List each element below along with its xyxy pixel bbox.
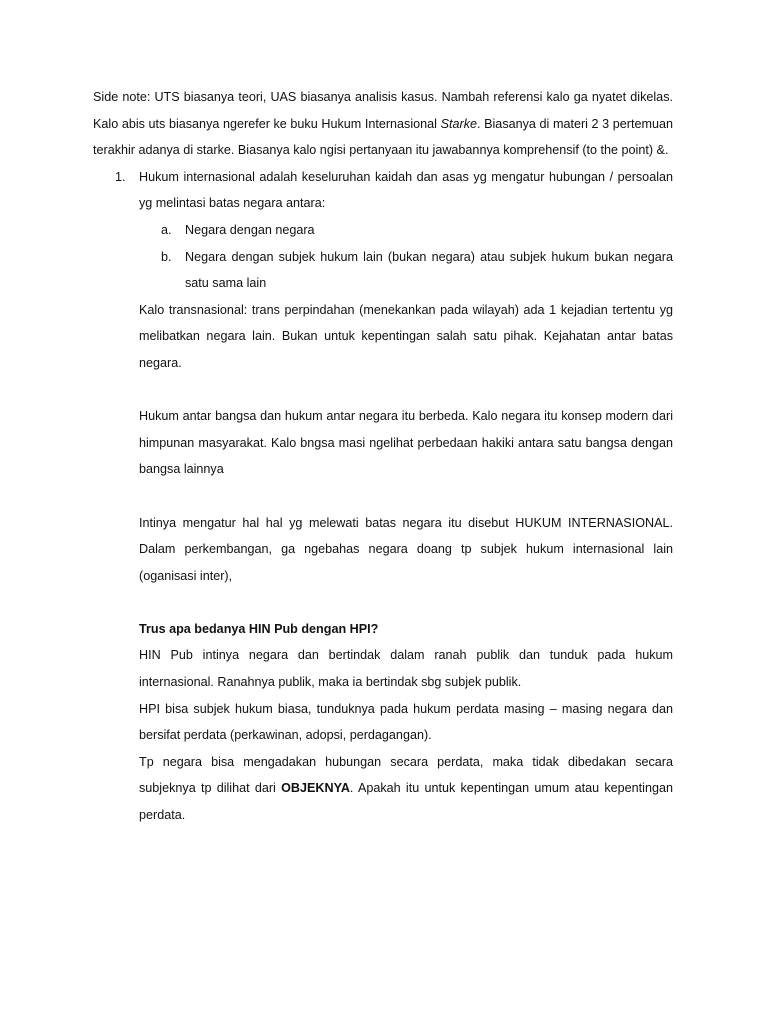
list-subitem-b-letter: b. bbox=[161, 249, 172, 264]
question-heading-text: Trus apa bedanya HIN Pub dengan HPI? bbox=[139, 621, 379, 636]
side-note-text-2: . Biasanya di materi 2 3 pertemuan terakhir adanya di starke. Biasanya kalo ngisi pertanyaan itu jawabannya komprehensif (to the point) &. bbox=[93, 116, 674, 158]
tp-negara-text-2: . Apakah itu untuk kepentingan umum atau kepentingan perdata. bbox=[139, 781, 673, 823]
objeknya-bold: OBJEKNYA bbox=[281, 781, 350, 796]
side-note-text-1: Side note: UTS biasanya teori, UAS biasanya analisis kasus. Nambah referensi kalo ga nyatet dikelas. Kalo abis uts biasanya ngerefer ke buku Hukum Internasional bbox=[93, 90, 673, 131]
list-item-1-number: 1. bbox=[115, 169, 126, 184]
list-subitem-b-text: Negara dengan subjek hukum lain (bukan negara) atau subjek hukum bukan negara satu sama lain bbox=[185, 249, 673, 291]
list-subitem-a-text: Negara dengan negara bbox=[185, 222, 315, 237]
hin-pub-paragraph: HIN Pub intinya negara dan bertindak dalam ranah publik dan tunduk pada hukum internasional. Ranahnya publik, maka ia bertindak sbg subjek publik. bbox=[139, 648, 673, 690]
document-page bbox=[93, 84, 673, 829]
spacer bbox=[93, 377, 673, 404]
intinya-paragraph: Intinya mengatur hal hal yg melewati batas negara itu disebut HUKUM INTERNASIONAL. Dalam perkembangan, ga ngebahas negara doang tp subjek hukum internasional lain (oganisasi inter), bbox=[139, 515, 673, 583]
list-subitem-a bbox=[93, 217, 673, 244]
side-note-starke: Starke bbox=[440, 116, 477, 131]
spacer bbox=[93, 483, 673, 510]
hukum-antar-bangsa-paragraph: Hukum antar bangsa dan hukum antar negara itu berbeda. Kalo negara itu konsep modern dari himpunan masyarakat. Kalo bngsa masi ngelihat perbedaan hakiki antara satu bangsa dengan bangsa lainnya bbox=[139, 409, 673, 477]
tp-negara-text-1: Tp negara bisa mengadakan hubungan secara perdata, maka tidak dibedakan secara subjeknya tp dilihat dari bbox=[139, 754, 673, 796]
list-item-1 bbox=[93, 164, 673, 217]
transnasional-paragraph: Kalo transnasional: trans perpindahan (menekankan pada wilayah) ada 1 kejadian tertentu yg melibatkan negara lain. Bukan untuk kepentingan salah satu pihak. Kejahatan antar batas negara. bbox=[139, 302, 673, 370]
list-subitem-a-letter: a. bbox=[161, 222, 172, 237]
side-note-paragraph bbox=[93, 84, 673, 164]
hpi-paragraph: HPI bisa subjek hukum biasa, tunduknya pada hukum perdata masing – masing negara dan bersifat perdata (perkawinan, adopsi, perdagangan). bbox=[139, 701, 673, 743]
question-heading bbox=[93, 616, 673, 643]
list-subitem-b bbox=[93, 244, 673, 297]
list-item-1-text: Hukum internasional adalah keseluruhan kaidah dan asas yg mengatur hubungan / persoalan yg melintasi batas negara antara: bbox=[139, 169, 673, 211]
tp-negara-paragraph bbox=[93, 749, 673, 829]
spacer bbox=[93, 589, 673, 616]
